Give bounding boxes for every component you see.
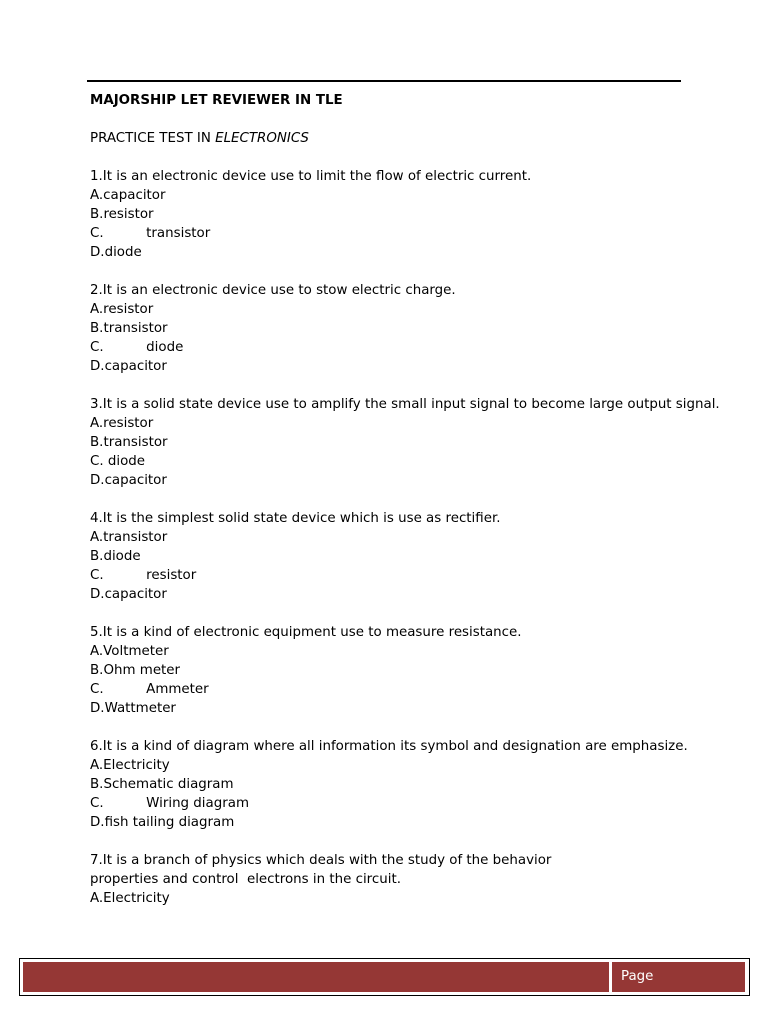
- spacer: [90, 490, 766, 509]
- question-3: [90, 395, 766, 490]
- option-a: A.Electricity: [90, 891, 170, 906]
- document-body: [90, 91, 766, 908]
- question-7: [90, 851, 766, 908]
- option-d: D.capacitor: [90, 359, 167, 374]
- top-rule: [87, 80, 681, 82]
- spacer: [90, 604, 766, 623]
- question-1: [90, 167, 766, 262]
- subtitle-subject: ELECTRONICS: [215, 131, 309, 146]
- spacer: [90, 832, 766, 851]
- option-b: B.Schematic diagram: [90, 777, 234, 792]
- option-a: A.capacitor: [90, 188, 166, 203]
- option-c: C. Wiring diagram: [90, 796, 249, 811]
- option-b: B.resistor: [90, 207, 154, 222]
- question-text: 3.It is a solid state device use to amplify the small input signal to become large output signal.: [90, 397, 720, 412]
- question-text: 4.It is the simplest solid state device which is use as rectifier.: [90, 511, 501, 526]
- option-a: A.resistor: [90, 416, 154, 431]
- subtitle-prefix: PRACTICE TEST IN: [90, 131, 216, 146]
- option-d: D.fish tailing diagram: [90, 815, 235, 830]
- option-a: A.transistor: [90, 530, 168, 545]
- option-c: C. diode: [90, 340, 184, 355]
- option-b: B.transistor: [90, 435, 168, 450]
- question-text-continued: properties and control electrons in the circuit.: [90, 872, 401, 887]
- option-c: C. Ammeter: [90, 682, 209, 697]
- option-d: D.capacitor: [90, 473, 167, 488]
- spacer: [90, 148, 766, 167]
- option-b: B.transistor: [90, 321, 168, 336]
- document-subtitle: [90, 129, 766, 148]
- option-d: D.diode: [90, 245, 142, 260]
- document-title: MAJORSHIP LET REVIEWER IN TLE: [90, 93, 343, 108]
- question-text: 6.It is a kind of diagram where all information its symbol and designation are emphasize.: [90, 739, 688, 754]
- footer-color-bar: [23, 962, 609, 992]
- option-c: C. resistor: [90, 568, 197, 583]
- question-text: 5.It is a kind of electronic equipment use to measure resistance.: [90, 625, 522, 640]
- question-5: [90, 623, 766, 718]
- option-a: A.resistor: [90, 302, 154, 317]
- option-a: A.Electricity: [90, 758, 170, 773]
- spacer: [90, 376, 766, 395]
- question-6: [90, 737, 766, 832]
- option-b: B.Ohm meter: [90, 663, 181, 678]
- option-d: D.Wattmeter: [90, 701, 176, 716]
- spacer: [90, 110, 766, 129]
- page-footer: [19, 958, 750, 996]
- question-2: [90, 281, 766, 376]
- option-c: C. transistor: [90, 226, 211, 241]
- option-b: B.diode: [90, 549, 141, 564]
- question-4: [90, 509, 766, 604]
- option-c: C. diode: [90, 454, 146, 469]
- question-text: 1.It is an electronic device use to limit the flow of electric current.: [90, 169, 532, 184]
- question-text: 7.It is a branch of physics which deals with the study of the behavior: [90, 853, 552, 868]
- footer-page-label: Page: [612, 962, 745, 992]
- question-text: 2.It is an electronic device use to stow electric charge.: [90, 283, 456, 298]
- spacer: [90, 262, 766, 281]
- option-a: A.Voltmeter: [90, 644, 169, 659]
- spacer: [90, 718, 766, 737]
- option-d: D.capacitor: [90, 587, 167, 602]
